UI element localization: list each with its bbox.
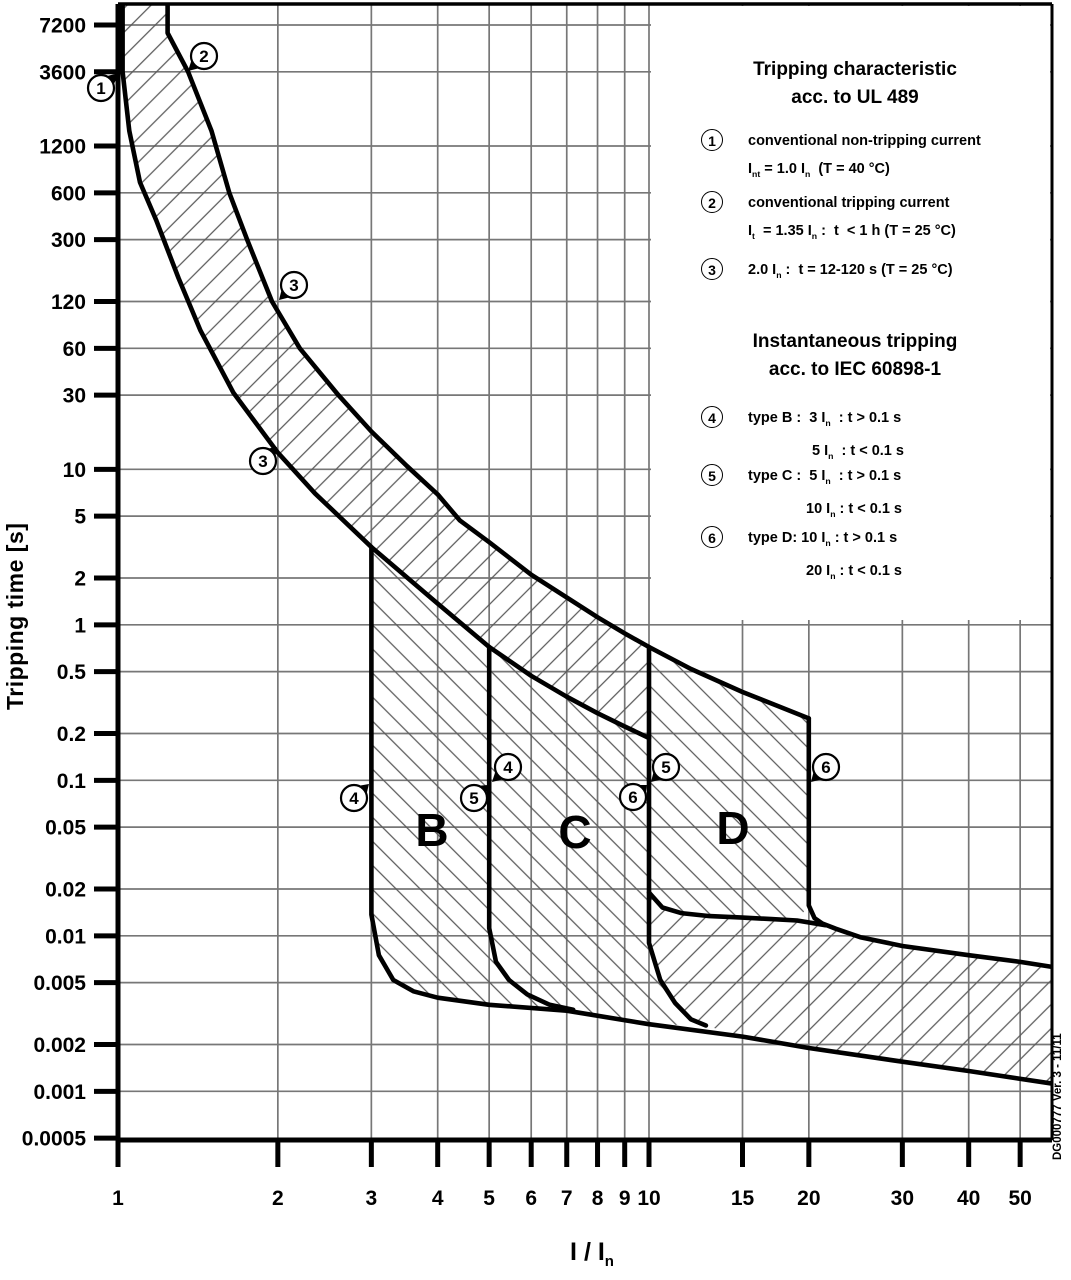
x-tick-label: 50 [1008,1187,1032,1210]
marker-number: 5 [469,789,479,808]
y-axis-title: Tripping time [s] [2,522,28,710]
marker-5 [651,754,679,782]
x-tick-label: 20 [797,1187,821,1210]
marker-number: 2 [199,47,209,66]
y-tick-label: 30 [62,384,86,408]
y-tick-label: 1200 [39,135,86,159]
y-tick-label: 0.02 [45,878,86,902]
marker-1 [88,73,119,101]
legend-item-3-text: 2.0 $I_n$ : t = 12-120 s (T = 25 °C) [748,262,953,280]
marker-3 [250,447,277,474]
y-tick-label: 0.2 [56,723,86,747]
marker-number: 1 [96,79,106,98]
y-tick-label: 600 [50,182,86,206]
y-tick-label: 0.5 [56,661,86,685]
marker-number: 3 [289,276,299,295]
y-tick-label: 120 [50,291,86,315]
region-letter-B: B [415,804,449,856]
y-tick-label: 0.1 [56,769,86,793]
y-tick-label: 0.05 [45,816,86,840]
marker-number: 5 [661,758,671,777]
marker-6 [620,784,647,810]
y-tick-label: 0.001 [33,1080,86,1104]
x-tick-label: 40 [957,1187,981,1210]
y-tick-label: 10 [62,458,86,482]
region-letter-C: C [558,806,592,858]
x-tick-label: 7 [560,1187,573,1210]
marker-number: 3 [258,452,268,471]
legend-item-5-number: 5 [701,464,723,486]
x-tick-label: 3 [365,1187,378,1210]
legend-title-ul489: Tripping characteristic acc. to UL 489 [753,59,957,108]
legend-item-1-text: conventional non-tripping current $I_{nt} = 1.0$ $I_n$ (T = 40 °C) [748,133,981,179]
document-number: DG000777 Ver. 3 - 11/11 [1052,1033,1064,1160]
legend-item-6-number: 6 [701,526,723,548]
y-tick-label: 0.0005 [21,1127,86,1151]
curve-type-D-20In [809,718,1053,967]
y-tick-label: 1 [74,614,86,638]
x-tick-label: 5 [483,1187,495,1210]
x-tick-label: 9 [618,1187,631,1210]
x-tick-label: 8 [591,1187,604,1210]
x-tick-label: 2 [272,1187,284,1210]
marker-6 [811,754,839,782]
y-tick-label: 0.002 [33,1034,86,1058]
marker-3 [279,272,307,300]
marker-5 [461,785,488,811]
y-tick-label: 0.005 [33,972,86,996]
y-tick-label: 60 [62,337,86,361]
marker-number: 6 [628,788,638,807]
marker-4 [341,784,369,811]
marker-number: 4 [349,789,359,808]
legend-item-4-text: type B : 3 $I_n$ : t > 0.1 s 5 $I_n$ : t < 0.1 s [748,410,904,461]
legend-item-2-text: conventional tripping current $I_t = 1.35$ $I_n$ : t < 1 h (T = 25 °C) [748,195,956,241]
legend-item-4-number: 4 [701,406,723,428]
y-tick-label: 5 [74,505,86,529]
y-tick-label: 7200 [39,14,86,38]
legend-item-5-text: type C : 5 $I_n$ : t > 0.1 s 10 $I_n$ : t < 0.1 s [748,468,902,519]
legend-item-1-number: 1 [701,129,723,151]
y-tick-label: 0.01 [45,925,86,949]
legend-item-3-number: 3 [701,258,723,280]
x-tick-label: 1 [112,1187,124,1210]
legend-title-iec60898: Instantaneous tripping acc. to IEC 60898-1 [752,331,958,380]
x-tick-label: 4 [431,1187,444,1210]
x-axis-title: I / $I_n$ [570,1238,614,1270]
legend-item-6-text: type D: 10 $I_n$ : t > 0.1 s 20 $I_n$ : t < 0.1 s [748,530,902,581]
legend-item-2-number: 2 [701,191,723,213]
x-tick-label: 15 [730,1187,755,1210]
marker-number: 4 [503,758,513,777]
x-tick-label: 10 [637,1187,661,1210]
region-letter-D: D [716,802,750,854]
x-tick-label: 30 [890,1187,915,1210]
legend-background [651,6,1050,620]
x-tick-label: 6 [525,1187,538,1210]
y-tick-label: 300 [50,229,86,253]
y-tick-label: 3600 [39,61,86,85]
marker-number: 6 [821,758,831,777]
y-tick-label: 2 [74,567,86,591]
marker-2 [188,43,217,71]
